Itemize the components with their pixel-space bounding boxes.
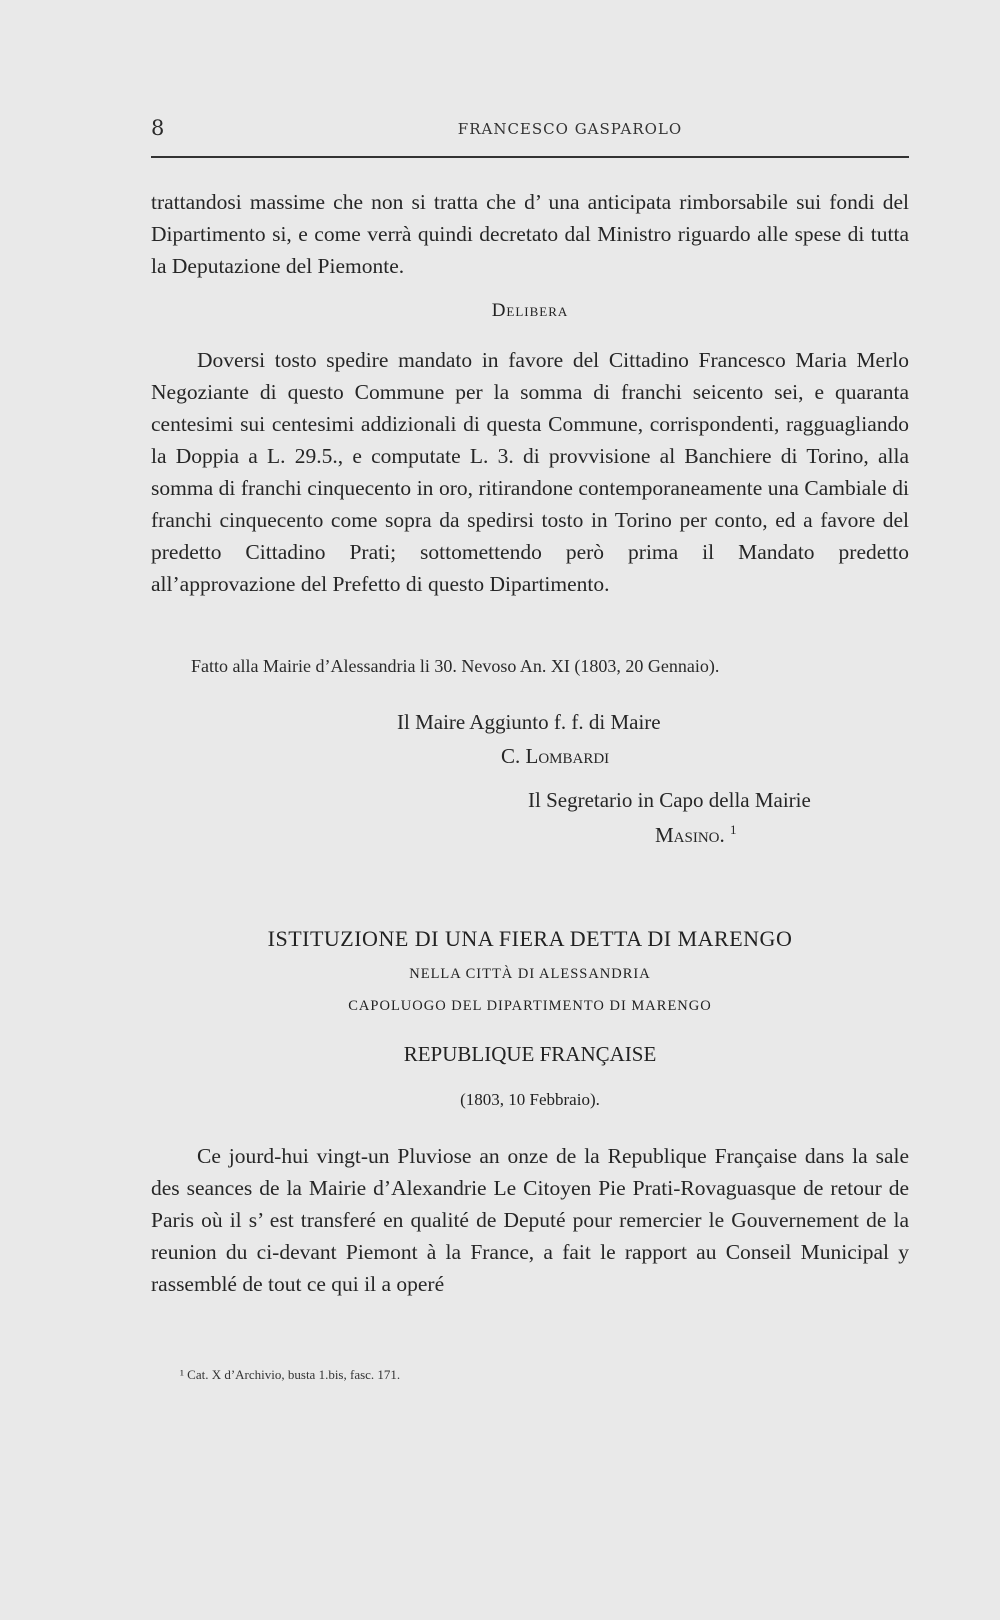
footnote-mark: 1	[730, 822, 737, 837]
page-header	[151, 114, 909, 144]
section-subtitle-city: NELLA CITTÀ DI ALESSANDRIA	[409, 966, 651, 982]
signature-name-masino	[655, 822, 737, 848]
paragraph-delibera: Doversi tosto spedire mandato in favore del Cittadino Francesco Maria Merlo Negoziante di questo Commune per la somma di franchi seicento sei, e quaranta centesimi sui centesimi addizionali di questa Commune, corrispondenti, ragguagliando la Doppia a L. 29.5., e computate L. 3. di provvisione al Banchiere di Torino, alla somma di franchi cinquecento in oro, ritirandone contemporaneamente una Cambiale di franchi cinquecento come sopra da spedirsi tosto in Torino per conto, ed a favore del predetto Cittadino Prati; sottomettendo però prima il Mandato predetto all’approvazione del Prefetto di questo Dipartimento.	[151, 348, 909, 596]
running-head: FRANCESCO GASPAROLO	[457, 120, 683, 138]
page-number: 8	[151, 116, 165, 140]
signature-name-text: Masino.	[655, 823, 725, 847]
header-rule	[151, 156, 909, 158]
paragraph-french: Ce jourd-hui vingt-un Pluviose an onze de la Republique Française dans la sale des seances de la Mairie d’Alexandrie Le Citoyen Pie Prati-Rovaguasque de retour de Paris où il s’ est transferé en qualité de Deputé pour remercier le Gouvernement de la reunion du ci-devant Piemont à la France, a fait le rapport au Conseil Municipal y rassemblé de tout ce qui il a operé	[151, 1144, 909, 1296]
paragraph-continuation: trattandosi massime che non si tratta che d’ una anticipata rimborsabile sui fondi del Dipartimento si, e come verrà quindi decretato dal Ministro riguardo alle spese di tutta la Deputazione del Piemonte.	[151, 190, 909, 278]
section-date: (1803, 10 Febbraio).	[460, 1090, 600, 1109]
section-title: ISTITUZIONE DI UNA FIERA DETTA DI MARENGO	[267, 926, 793, 951]
footnote: ¹ Cat. X d’Archivio, busta 1.bis, fasc. 171.	[180, 1367, 401, 1382]
signature-title-segretario: Il Segretario in Capo della Mairie	[528, 788, 811, 812]
dateline: Fatto alla Mairie d’Alessandria li 30. Nevoso An. XI (1803, 20 Gennaio).	[191, 656, 720, 676]
signature-name-lombardi: C. Lombardi	[501, 744, 610, 768]
section-subtitle-department: CAPOLUOGO DEL DIPARTIMENTO DI MARENGO	[348, 998, 712, 1014]
signature-title-maire: Il Maire Aggiunto f. f. di Maire	[397, 710, 661, 734]
delibera-heading: Delibera	[491, 300, 569, 321]
republique-heading: REPUBLIQUE FRANÇAISE	[403, 1042, 657, 1066]
